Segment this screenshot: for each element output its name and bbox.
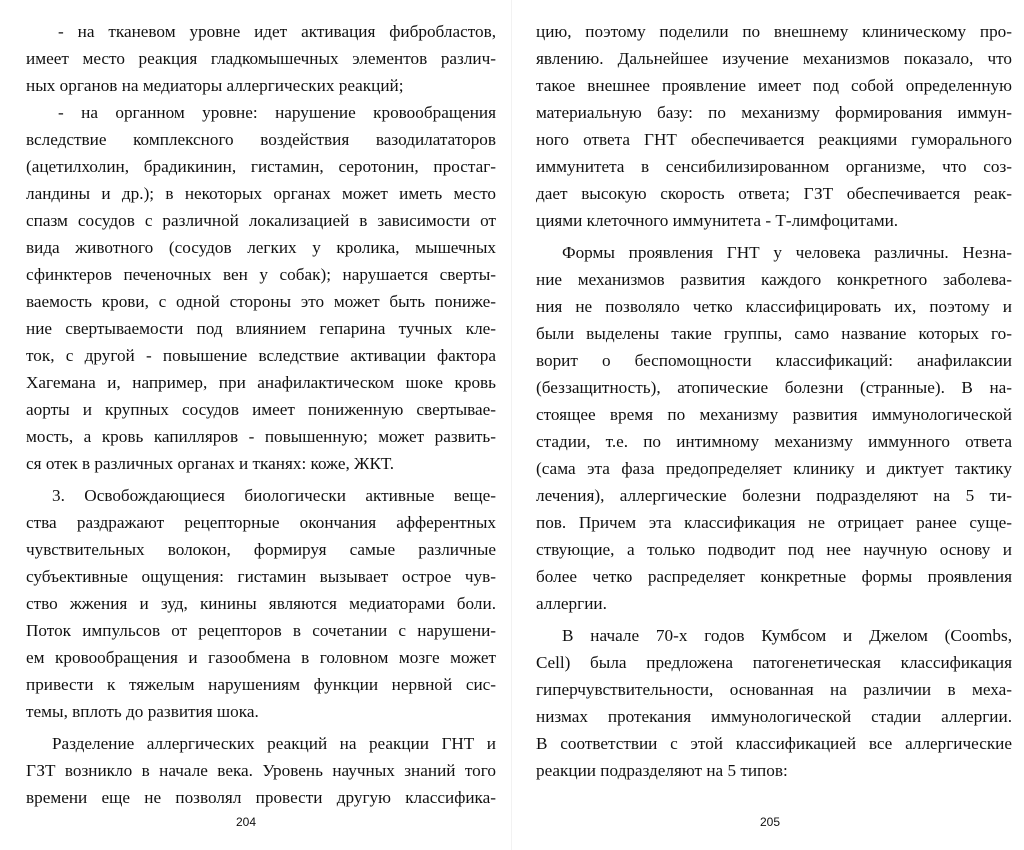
text-line: стадии, т.е. по интимному механизму иммунного ответа bbox=[536, 432, 1012, 451]
text-line: ствующие, а только подводит под нее научную основу и bbox=[536, 540, 1012, 559]
text-line: привести к тяжелым нарушениям функции нервной сис- bbox=[26, 675, 496, 694]
text-line: стоящее время по механизму развития иммунологической bbox=[536, 405, 1012, 424]
text-line: (сама эта фаза предопределяет клинику и диктует тактику bbox=[536, 459, 1012, 478]
text-line: Формы проявления ГНТ у человека различны. Незна- bbox=[562, 243, 1012, 262]
left-page-text bbox=[26, 18, 496, 811]
text-line: (беззащитность), атопические болезни (странные). В на- bbox=[536, 378, 1012, 397]
text-line: материальную базу: по механизму формирования иммун- bbox=[536, 103, 1012, 122]
text-line: Хагемана и, например, при анафилактическом шоке кровь bbox=[26, 373, 496, 392]
text-line: аорты и крупных сосудов имеет пониженную свертывае- bbox=[26, 400, 496, 419]
text-line: времени еще не позволял провести другую классифика- bbox=[26, 788, 496, 807]
text-line: ства раздражают рецепторные окончания афферентных bbox=[26, 513, 496, 532]
text-line: ландины и др.); в некоторых органах может иметь место bbox=[26, 184, 496, 203]
text-line: такое внешнее проявление имеет под собой определенную bbox=[536, 76, 1012, 95]
text-line: более четко распределяет конкретные формы проявления bbox=[536, 567, 1012, 586]
page-number: 205 bbox=[760, 815, 781, 829]
text-line: циями клеточного иммунитета - Т-лимфоцитами. bbox=[536, 211, 899, 230]
text-line: Cell) была предложена патогенетическая классификация bbox=[536, 653, 1012, 672]
text-line: гиперчувствительности, основанная на различии в меха- bbox=[536, 680, 1012, 699]
text-line: ваемость крови, с одной стороны это может быть пониже- bbox=[26, 292, 496, 311]
text-line: ных органов на медиаторы аллергических реакций; bbox=[26, 76, 404, 95]
text-line: сфинктеров печеночных вен у собак); нарушается сверты- bbox=[26, 265, 496, 284]
page-number: 204 bbox=[236, 815, 257, 829]
text-line: аллергии. bbox=[536, 594, 607, 613]
text-line: В начале 70-х годов Кумбсом и Джелом (Coombs, bbox=[562, 626, 1012, 645]
text-line: ние свертываемости под влиянием гепарина тучных кле- bbox=[26, 319, 496, 338]
text-line: ного ответа ГНТ обеспечивается реакциями гуморального bbox=[536, 130, 1012, 149]
text-line: мость, а кровь капилляров - повышенную; может развить- bbox=[26, 427, 496, 446]
text-line: Поток импульсов от рецепторов в сочетании с нарушени- bbox=[26, 621, 496, 640]
text-line: явлению. Дальнейшее изучение механизмов показало, что bbox=[536, 49, 1012, 68]
text-line: субъективные ощущения: гистамин вызывает острое чув- bbox=[26, 567, 496, 586]
text-line: ство жжения и зуд, кинины являются медиаторами боли. bbox=[26, 594, 496, 613]
text-line: дает высокую скорость ответа; ГЗТ обеспечивается реак- bbox=[536, 184, 1012, 203]
right-page-text bbox=[536, 18, 1012, 784]
text-line: цию, поэтому поделили по внешнему клиническому про- bbox=[536, 22, 1012, 41]
text-line: реакции подразделяют на 5 типов: bbox=[536, 761, 788, 780]
text-line: - на органном уровне: нарушение кровообращения bbox=[58, 103, 496, 122]
text-line: ем кровообращения и газообмена в головном мозге может bbox=[26, 648, 496, 667]
text-line: ГЗТ возникло в начале века. Уровень научных знаний того bbox=[26, 761, 496, 780]
text-line: низмах протекания иммунологической стадии аллергии. bbox=[536, 707, 1012, 726]
text-line: ток, с другой - повышение вследствие активации фактора bbox=[26, 346, 496, 365]
text-line: ся отек в различных органах и тканях: коже, ЖКТ. bbox=[26, 454, 394, 473]
text-line: иммунитета в сенсибилизированном организме, что соз- bbox=[536, 157, 1012, 176]
text-line: пов. Причем эта классификация не отрицает ранее суще- bbox=[536, 513, 1012, 532]
text-line: имеет место реакция гладкомышечных элементов различ- bbox=[26, 49, 496, 68]
text-line: (ацетилхолин, брадикинин, гистамин, серотонин, простаг- bbox=[26, 157, 496, 176]
text-line: 3. Освобождающиеся биологически активные веще- bbox=[52, 486, 496, 505]
text-line: ние механизмов развития каждого конкретного заболева- bbox=[536, 270, 1012, 289]
text-line: ния не позволяло четко классифицировать их, поэтому и bbox=[536, 297, 1012, 316]
text-line: вследствие комплексного воздействия вазодилататоров bbox=[26, 130, 496, 149]
text-line: - на тканевом уровне идет активация фибробластов, bbox=[58, 22, 496, 41]
text-line: лечения), аллергические болезни подразделяют на 5 ти- bbox=[536, 486, 1012, 505]
text-line: чувствительных волокон, формируя самые различные bbox=[26, 540, 496, 559]
text-line: вида животного (сосудов легких у кролика, мышечных bbox=[26, 238, 496, 257]
text-line: темы, вплоть до развития шока. bbox=[26, 702, 259, 721]
text-line: В соответствии с этой классификацией все аллергические bbox=[536, 734, 1012, 753]
text-line: были выделены такие группы, само название которых го- bbox=[536, 324, 1012, 343]
text-line: спазм сосудов с различной локализацией в зависимости от bbox=[26, 211, 496, 230]
text-line: Разделение аллергических реакций на реакции ГНТ и bbox=[52, 734, 496, 753]
text-line: ворит о беспомощности классификаций: анафилаксии bbox=[536, 351, 1012, 370]
right-page bbox=[512, 0, 1024, 850]
